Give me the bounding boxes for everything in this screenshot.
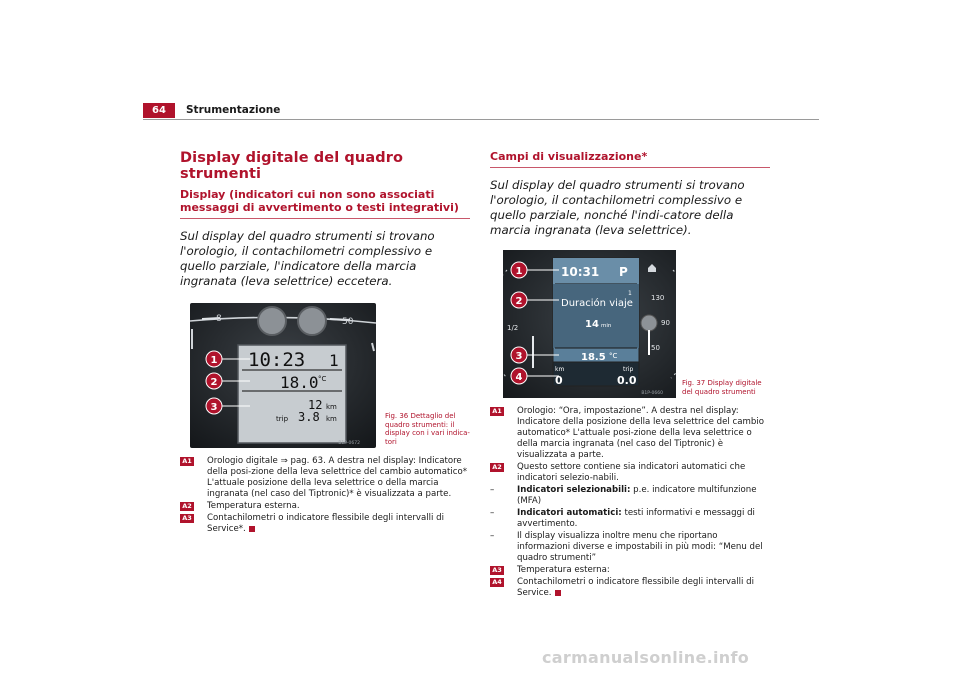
legend-list bbox=[180, 456, 470, 535]
legend-text: Temperatura esterna: bbox=[517, 565, 610, 575]
dashboard-display-image bbox=[190, 303, 376, 448]
page-number: 64 bbox=[143, 103, 175, 118]
legend-item bbox=[490, 406, 770, 461]
fuel-gauge-half-label: 1/2 bbox=[507, 324, 519, 332]
legend-text: Orologio digitale ⇒ pag. 63. A destra nel display: Indicatore della posi-zione della leva selettrice del cambio automatico* L'attuale posizione della leva selettrice o della marcia ingranata (nel caso del Tiptronic)* è visualizzata a parte. bbox=[207, 456, 468, 499]
section-title: Display digitale del quadro strumenti bbox=[180, 150, 404, 182]
legend-item bbox=[180, 501, 470, 512]
display-km-value: 0 bbox=[555, 374, 563, 387]
watermark: carmanualsonline.info bbox=[542, 648, 750, 667]
legend-text: Questo settore contiene sia indicatori automatici che indicatori selezio-nabili. bbox=[517, 462, 746, 483]
display-temp-unit: °C bbox=[318, 375, 327, 383]
legend-marker: A3 bbox=[490, 566, 504, 575]
display-min-unit: min bbox=[601, 323, 612, 329]
legend-text: Temperatura esterna. bbox=[207, 501, 300, 511]
display-km-unit-bottom: km bbox=[326, 415, 337, 423]
figure-caption: Fig. 36 Dettaglio del quadro strumenti: il display con i vari indica-tori bbox=[385, 412, 470, 446]
legend-text: Indicatori selezionabili: p.e. indicatore multifunzione (MFA) bbox=[517, 485, 757, 506]
display-km-label: km bbox=[555, 366, 565, 373]
legend-marker: A2 bbox=[180, 502, 194, 511]
figure-36 bbox=[180, 303, 470, 448]
right-column bbox=[490, 150, 770, 600]
svg-text:4: 4 bbox=[515, 372, 523, 383]
figure-code: B1P-0660 bbox=[641, 391, 663, 396]
legend-item bbox=[490, 577, 770, 599]
display-temperature: 18.5 bbox=[581, 352, 606, 363]
display-km-top: 12 bbox=[308, 398, 323, 412]
figure-code: B1P-0672 bbox=[338, 441, 360, 446]
legend-marker: A1 bbox=[490, 407, 504, 416]
dash-mark: – bbox=[490, 531, 495, 541]
gauge-label-90: 90 bbox=[661, 319, 670, 327]
display-trip-label: trip bbox=[276, 415, 289, 423]
svg-text:1: 1 bbox=[515, 266, 523, 277]
section-subtitle: Display (indicatori cui non sono associati messaggi di avvertimento o testi integrativi) bbox=[180, 188, 459, 214]
display-clock: 10:31 bbox=[561, 265, 600, 279]
display-temp-unit: °C bbox=[609, 352, 618, 360]
display-minutes: 14 bbox=[585, 319, 599, 330]
end-of-section-icon bbox=[249, 526, 255, 532]
left-column bbox=[180, 150, 470, 536]
lead-paragraph: Sul display del quadro strumenti si trovano l'orologio, il contachilometri complessivo e quello parziale, l'indicatore della marcia ingranata (leva selettrice) eccetera. bbox=[180, 229, 435, 288]
legend-item bbox=[180, 513, 470, 535]
display-index: 1 bbox=[628, 290, 632, 297]
display-gear: P bbox=[619, 265, 628, 279]
section-title-right: Campi di visualizzazione* bbox=[490, 150, 648, 163]
display-trip-value: 0.0 bbox=[617, 374, 637, 387]
scale-right-label: 50 bbox=[342, 317, 354, 327]
header-divider bbox=[143, 119, 819, 120]
legend-marker: A4 bbox=[490, 578, 504, 587]
legend-text: Contachilometri o indicatore flessibile degli intervalli di Service*. bbox=[207, 513, 444, 534]
display-gear: 1 bbox=[329, 351, 339, 370]
dash-mark: – bbox=[490, 485, 495, 495]
end-of-section-icon bbox=[555, 590, 561, 596]
dash-mark: – bbox=[490, 508, 495, 518]
subtitle-divider bbox=[180, 218, 470, 219]
gauge-label-50: 50 bbox=[651, 344, 660, 352]
svg-text:2: 2 bbox=[210, 377, 218, 388]
figure-caption: Fig. 37 Display digitale del quadro strumenti bbox=[682, 379, 762, 396]
legend-marker: A3 bbox=[180, 514, 194, 523]
svg-text:1: 1 bbox=[210, 355, 218, 366]
legend-item bbox=[490, 565, 770, 576]
display-temperature: 18.0 bbox=[280, 373, 319, 392]
display-clock: 10:23 bbox=[248, 349, 306, 371]
dash-list-item bbox=[490, 508, 770, 530]
legend-list-right bbox=[490, 406, 770, 599]
title-divider bbox=[490, 167, 770, 168]
svg-text:3: 3 bbox=[515, 351, 523, 362]
legend-text: Orologio: “Ora, impostazione”. A destra nel display: Indicatore della posizione della leva selettrice del cambio automatico* L'attuale posi-zione della leva selettrice o della marcia ingranata (nel caso del Tiptronic) è visualizzata a parte. bbox=[517, 406, 764, 460]
page-header-title: Strumentazione bbox=[186, 104, 281, 116]
legend-item bbox=[490, 462, 770, 484]
svg-text:2: 2 bbox=[515, 296, 523, 307]
svg-text:3: 3 bbox=[210, 402, 218, 413]
legend-marker: A2 bbox=[490, 463, 504, 472]
gauge-label-130: 130 bbox=[651, 294, 665, 302]
display-trip-label: trip bbox=[623, 366, 634, 373]
lead-paragraph-right: Sul display del quadro strumenti si trovano l'orologio, il contachilometri complessivo e quello parziale, nonché l'indi-catore della marcia ingranata (leva selettrice). bbox=[490, 178, 745, 237]
legend-item bbox=[180, 456, 470, 500]
dashboard-display-image bbox=[503, 250, 676, 398]
figure-37 bbox=[490, 250, 770, 398]
dash-list-item bbox=[490, 485, 770, 507]
legend-marker: A1 bbox=[180, 457, 194, 466]
display-message: Duración viaje bbox=[561, 298, 633, 309]
display-km-bottom: 3.8 bbox=[298, 410, 320, 424]
legend-text: Contachilometri o indicatore flessibile degli intervalli di Service. bbox=[517, 577, 754, 598]
legend-text: Il display visualizza inoltre menu che riportano informazioni diverse e impostabili in più modi: “Menu del quadro strumenti” bbox=[517, 531, 763, 563]
dash-list-item bbox=[490, 531, 770, 564]
display-km-unit-top: km bbox=[326, 403, 337, 411]
scale-left-label: 8 bbox=[216, 314, 222, 324]
legend-text: Indicatori automatici: testi informativi e messaggi di avvertimento. bbox=[517, 508, 755, 529]
